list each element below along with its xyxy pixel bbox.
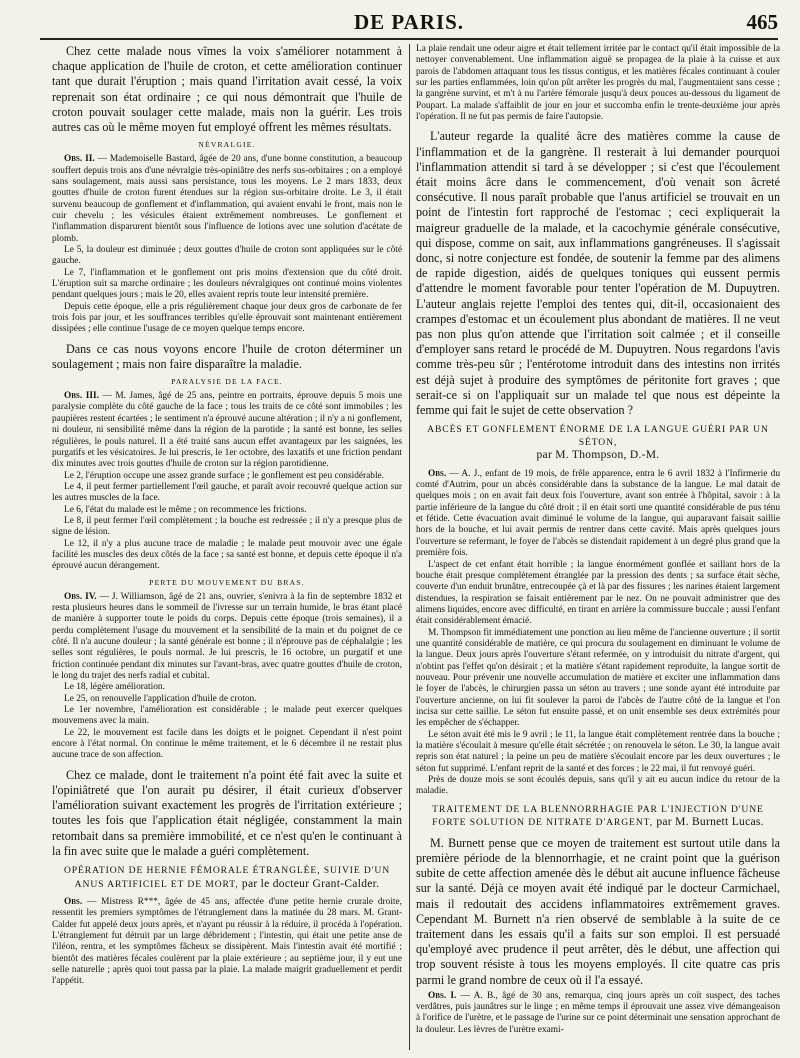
article-title: OPÉRATION DE HERNIE FÉMORALE ÉTRANGLÉE, SUIVIE D'UN ANUS ARTIFICIEL ET DE MORT,	[63, 865, 391, 890]
observation-label: Obs.	[64, 897, 83, 907]
observation-paragraph: Près de douze mois se sont écoulés depuis, sans qu'il y ait eu aucun indice du retour de la maladie.	[416, 775, 780, 797]
observation-paragraph: Le séton avait été mis le 9 avril ; le 11, la langue était complètement rentrée dans la bouche ; la matière s'écoulait à mesure qu'elle était sécrétée ; on renouvela le séton. Le 30, la langue avait repris son état naturel ; la peine un peu de matière s'écoulait encore par les deux ouvertures ; le séton fut supprimé. L'enfant reprit de la santé et des forces ; le 22 mai, il fut renvoyé guéri.	[416, 729, 780, 774]
observation-paragraph: Le 4, il peut fermer partiellement l'œil gauche, et paraît avoir recouvré quelque action sur les autres muscles de la face.	[52, 481, 402, 504]
observation-paragraph: Le 5, la douleur est diminuée ; deux gouttes d'huile de croton sont appliquées sur le côté gauche.	[52, 244, 402, 267]
article-title: ABCÈS ET GONFLEMENT ÉNORME DE LA LANGUE GUÉRI PAR UN SÉTON,	[427, 424, 769, 448]
observation-text: — J. Williamson, âgé de 21 ans, ouvrier, s'enivra à la fin de septembre 1832 et resta plusieurs heures dans le sommeil de l'ivresse sur un terrain humide, le bras étant placé de manière à supporter toute le poids du corps. Depuis cette époque (trois semaines), il a perdu complètement l'usage du mouvement et la sensibilité de la main et du poignet de ce côté. Il n'a aucune douleur ; la santé générale est bonne ; il n'éprouve pas de céphalalgie ; les selles sont régulières, le pouls normal. Je lui prescris, le 16 octobre, un purgatif et une friction continuée pendant dix minutes sur l'avant-bras, avec quatre gouttes d'huile de croton, le long du trajet des nerfs radial et cubital.	[52, 591, 402, 682]
observation-paragraph	[416, 469, 780, 560]
article-title: TRAITEMENT DE LA BLENNORRHAGIE PAR L'INJECTION D'UNE FORTE SOLUTION DE NITRATE D'ARGENT,	[432, 803, 764, 829]
observation-paragraph	[52, 592, 402, 683]
observation-paragraph	[52, 154, 402, 245]
header-rule	[40, 38, 778, 40]
observation-paragraph: Le 25, on renouvelle l'application d'huile de croton.	[64, 693, 257, 704]
article-author: par M. Burnett Lucas.	[656, 816, 764, 829]
observation-text: — Mademoiselle Bastard, âgée de 20 ans, d'une bonne constitution, a beaucoup souffert depuis trois ans d'une névralgie très-opiniâtre des nerfs sus-orbitaires ; on a employé sans soulagement, mais aussi sans persistance, tous les moyens. Le 2 mars 1833, deux gouttes d'huile de croton furent étendues sur la région sus-orbitaire droite. Le 3, il était survenu beaucoup de gonflement et d'inflammation, qui avaient envahi le front, mais non le cuir chevelu ; les vésicules étaient extrêmement nombreuses. Le gonflement et l'inflammation disparurent bientôt sous l'influence de lotions avec une solution d'acétate de plomb.	[52, 154, 402, 244]
observation-text: — A. J., enfant de 19 mois, de frêle apparence, entra le 6 avril 1832 à l'Infirmerie du comté d'Autrim, pour un abcès considérable dans la substance de la langue. Le mal datait de quelques mois ; on en avait fait deux fois l'ouverture, avant son entrée à l'hôpital, savoir : à la partie inférieure de la langue du côté droit ; il en était sorti une quantité considérable de pus ténu et fétide. Cette évacuation avait diminué le volume de la langue, qui auparavant faisait saillie hors de la bouche, et lui avait permis de rentrer dans cette cavité. Mais après quelques jours l'ouverture se refermant, le foyer de l'abcès se distendait rapidement à un degré plus grand que la première fois.	[416, 468, 780, 559]
observation-text: — M. James, âgé de 25 ans, peintre en portraits, éprouve depuis 5 mois une paralysie complète du côté gauche de la face ; tous les traits de ce côté sont immobiles ; les paupières restent écartées ; le sentiment n'a éprouvé aucune altération ; il n'y a ni gonflement, ni douleur, ni sensibilité même dans la région de la parotide ; la santé est bonne, les selles régulières, le pouls naturel. Il a été traité sans aucun effet avantageux par les saignées, les purgatifs et les vésicatoires. Je lui prescris, le 1er octobre, des laxatifs et une friction pendant dix minutes avec trois gouttes d'huile de croton sur la région parotidienne.	[52, 391, 402, 470]
observation-paragraph: L'aspect de cet enfant était horrible ; la langue énormément gonflée et saillant hors de la bouche était presque complètement étranglée par la pression des dents ; sa surface était sèche, couverte d'un enduit brunâtre, entrecoupée çà et là par des fissures ; les narines étaient largement distendues, la respiration se faisait entièrement par le nez. On ne pouvait administrer que des alimens liquides, encore avec difficulté, en tirant en arrière la commissure buccale ; aussi l'enfant était considérablement émacié.	[416, 559, 780, 627]
article-heading	[52, 865, 402, 891]
observation-paragraph: Le 6, l'état du malade est le même ; on recommence les frictions.	[64, 504, 307, 515]
observation-paragraph: Le 8, il peut fermer l'œil complètement ; la bouche est redressée ; il n'y a presque plus de signe de lésion.	[52, 515, 402, 538]
paragraph: L'auteur regarde la qualité âcre des matières comme la cause de l'inflammation et de la gangrène. Il resterait à lui demander pourquoi l'inflammation attendit si tard à se développer ; si c'est que l'écoulement était moins âcre dans le commencement, d'où venait son âcreté consécutive. Il nous paraît probable que l'anus artificiel se trouvait en un point de l'intestin fort rapproché de l'estomac ; ceci expliquerait la maigreur graduelle de la malade, et la cacochymie générale consécutive, qui dispose, comme on sait, aux inflammations gangréneuses. Il s'agissait donc, si notre conjecture est fondée, de soutenir la femme par des alimens de rapide digestion, aidés de quelques toniques qui eussent permis d'attendre le moment favorable pour tenter l'opération de M. Dupuytren. L'auteur anglais rejette l'emploi des tentes qui, dit-il, occasionaient des crampes d'estomac et un écoulement plus abondant de matières. Il ne veut pas non plus qu'on attende que l'irritation soit calmée ; et il conseille d'employer sans retard le procédé de M. Dupuytren. Nous regardons l'avis comme très-peu sûr ; l'entérotome introduit dans des intestins non irrités est déjà sujet à produire des symptômes de péritonite fort graves ; que serait-ce si on l'appliquait sur un malade tel que nous est dépeinte la femme qui fait le sujet de cette observation ?	[416, 129, 780, 418]
page-number: 465	[746, 10, 778, 34]
observation-paragraph: Le 2, l'éruption occupe une assez grande surface ; le gonflement est peu considérable.	[64, 470, 385, 481]
article-author: par le docteur Grant-Calder.	[241, 877, 380, 890]
observation-paragraph: Depuis cette époque, elle a pris régulièrement chaque jour deux gros de carbonate de fer trois fois par jour, et les souffrances terribles qu'elle éprouvait sont maintenant entièrement dissipées ; elle continue l'usage de ce moyen quelque temps encore.	[52, 301, 402, 335]
section-heading: PERTE DU MOUVEMENT DU BRAS.	[149, 577, 305, 587]
observation-paragraph: La plaie rendait une odeur aigre et était tellement irritée par le contact qu'il était impossible de la nettoyer convenablement. Une inflammation aiguë se propagea de la plaie à la cuisse et aux parois de l'abdomen attaquant tous les tissus contigus, et les matières fécales continuant à couler sur les parties enflammées, loin qu'on pût arrêter les progrès du mal, l'augmentaient sans cesse ; la gangrène survint, et m't à nu l'artère fémorale jusqu'à deux pouces au-dessous du ligament de Poupart. La malade s'affaiblit de jour en jour et succomba enfin le trente-deuxième jour après l'opération. Il ne fut pas permis de faire l'autopsie.	[416, 44, 780, 123]
observation-paragraph: M. Thompson fit immédiatement une ponction au lieu même de l'ancienne ouverture ; il sortit une quantité considérable de matière, ce qui procura du soulagement en diminuant le volume de la langue. Deux jours après l'ouverture s'étant refermée, on y introduisit du nitrate d'argent, qui n'obtint pas l'effet qu'on désirait ; et la matière s'étant rapidement reproduite, la langue sortit de nouveau. Pour prévenir une nouvelle accumulation de matière et exciter une inflammation dans le foyer de l'abcès, le chirurgien passa un séton au travers ; une sonde ayant été introduite par l'ouverture ancienne, on lui fit soulever la paroi de l'abcès de l'autre côté de la langue et l'on incisa sur cette saillie. Le séton fut ensuite passé, et on unit ensemble ses deux extrémités pour les empêcher de s'échapper.	[416, 627, 780, 729]
observation-label: Obs. IV.	[64, 591, 97, 602]
observation-paragraph	[52, 897, 402, 988]
paragraph: M. Burnett pense que ce moyen de traitement est surtout utile dans la première période de la blennorrhagie, et ne craint point que la guérison subite de cette affection amenée dès le début ait aucune influence fâcheuse sur la santé. Déjà ce moyen avait été indiqué par le docteur Carmichael, mais il redoutait des accidens inflammatoires extrêmement graves. Cependant M. Burnett n'a rien observé de semblable à la suite de ce traitement dans les essais qu'il a faits sur son emploi. Il est persuadé qu'employé avec prudence il peut arrêter, dès le début, une affection qui trop souvent résiste à tous les moyens employés. Il cite quatre cas pris parmi le grand nombre de ceux où il l'a essayé.	[416, 835, 780, 987]
observation-text: — Mistress R***, âgée de 45 ans, affectée d'une petite hernie crurale droite, ressentit les premiers symptômes de l'étranglement dans la matinée du 28 mars. M. Grant-Calder fut appelé deux jours après, et n'ayant pu réussir à la réduire, il procéda à l'opération. L'étranglement fut détruit par un large débridement ; l'intestin, qui était une petite anse de l'iléon, rentra, et les symptômes fâcheux se dissipèrent. Mais l'intestin avait été mortifié ; bientôt des matières fécales coulèrent par la plaie extérieure ; au septième jour, il y eut une selle naturelle ; après quoi tout passa par la plaie. La malade maigrit graduellement et perdit l'appétit.	[52, 897, 402, 987]
observation-paragraph: Le 7, l'inflammation et le gonflement ont pris moins d'extension que du côté droit. L'éruption suit sa marche ordinaire ; les douleurs névralgiques ont continué moins violentes pendant quelques jours ; mais le 20, elles avaient repris toute leur intensité première.	[52, 267, 402, 301]
right-column	[416, 44, 780, 1052]
observation-paragraph: Le 12, il n'y a plus aucune trace de maladie ; le malade peut mouvoir avec une égale facilité les muscles des deux côtés de la face ; sa santé est bonne, et depuis cette époque il n'a éprouvé aucun dérangement.	[52, 538, 402, 572]
observation-paragraph: Le 22, le mouvement est facile dans les doigts et le poignet. Cependant il n'est point encore à l'état normal. On continue le même traitement, et le 6 décembre il ne restait plus aucune trace de son affection.	[52, 727, 402, 761]
observation-paragraph	[52, 391, 402, 470]
section-heading: PARALYSIE DE LA FACE.	[171, 377, 283, 387]
observation-label: Obs. III.	[64, 391, 99, 402]
article-heading	[416, 804, 780, 830]
section-heading: NÉVRALGIE.	[198, 140, 256, 150]
observation-label: Obs. I.	[428, 990, 457, 1001]
article-heading	[416, 424, 780, 463]
observation-label: Obs.	[428, 468, 447, 479]
paragraph: Chez ce malade, dont le traitement n'a point été fait avec la suite et l'opiniâtreté que l'on aurait pu désirer, il était curieux d'observer l'amélioration suivant exactement les progrès de l'irritation extérieure ; toutes les fois que l'application était négligée, constamment la main retombait dans sa première immobilité, et ce n'est qu'en le continuant à la fin avec suite que le malade a guéri complètement.	[52, 767, 402, 858]
observation-paragraph: Le 1er novembre, l'amélioration est considérable ; le malade peut exercer quelques mouvemens avec la main.	[52, 705, 402, 727]
observation-paragraph: Le 18, légère amélioration.	[64, 682, 165, 693]
page-header	[40, 10, 778, 36]
observation-label: Obs. II.	[64, 154, 95, 165]
observation-text: — A. B., âgé de 30 ans, remarqua, cinq jours après un coït suspect, des taches verdâtres, puis jaunâtres sur le linge ; en même temps il éprouvait une assez vive démangeaison à l'orifice de l'urètre, et le passage de l'urine sur ce point déterminait une sensation approchant de la douleur. Les lèvres de l'urètre exami-	[416, 990, 780, 1035]
left-column	[52, 44, 402, 1052]
article-author: par M. Thompson, D.-M.	[536, 449, 660, 462]
observation-paragraph	[416, 991, 780, 1036]
paragraph: Chez cette malade nous vîmes la voix s'améliorer notamment à chaque application de l'huile de croton, et cette amélioration continuer tant que durait l'éruption ; mais quand l'irritation avait cessé, la voix reprenait son état ordinaire ; ce qui nous démontrait que l'huile de croton pouvait soulager cette malade, mais non la guérir. Les trois autres cas où le même moyen fut employé offrent les mêmes résultats.	[52, 44, 402, 135]
column-divider	[409, 44, 410, 1050]
paragraph: Dans ce cas nous voyons encore l'huile de croton déterminer un soulagement ; mais non faire disparaître la maladie.	[52, 341, 402, 371]
running-title: DE PARIS.	[353, 10, 465, 34]
